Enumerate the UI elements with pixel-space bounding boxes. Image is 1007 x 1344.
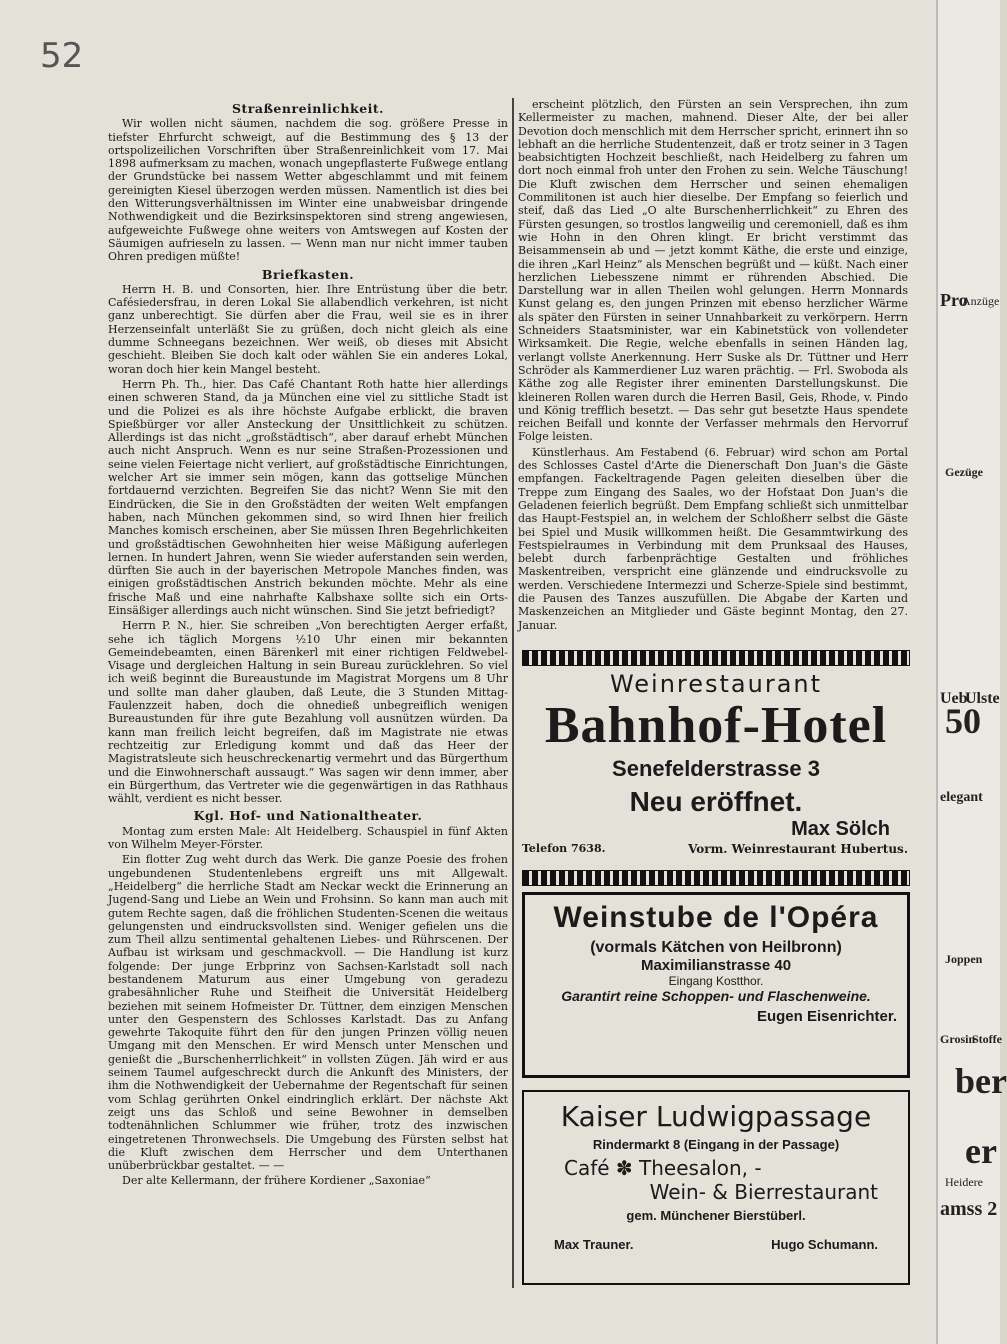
- ornament-border: [522, 650, 910, 666]
- edge-fragment: Ulste: [965, 690, 1000, 707]
- ad-hotel-name: Bahnhof-Hotel: [544, 697, 888, 754]
- ad-kaiser-person1: Max Trauner.: [554, 1237, 634, 1252]
- heading-nationaltheater: Kgl. Hof- und Nationaltheater.: [193, 808, 423, 824]
- ad-hotel-owner: Max Sölch: [791, 818, 890, 840]
- edge-fragment: Pro: [940, 290, 968, 310]
- paragraph: Ein flotter Zug weht durch das Werk. Die ganze Poesie des frohen ungebundenen Studentenlebens ergreift uns mit Allgewalt. „Heidelberg“ die herrliche Stadt am Neckar weckt die Erinnerung an Jugend-Sang und Liebe an Wein und Frohsinn. So kann man auch mit gutem Rechte sagen, daß die fröhlichen Studenten-Scenen die weitaus gelungensten und eindrucksvollsten sind. Weniger gefielen uns die zum Theil allzu sentimental gehaltenen Liebes- und Rührscenen. Der Aufbau ist wirksam und geschmackvoll. — Die Handlung ist kurz folgende: Der junge Erbprinz von Sachsen-Karlstadt soll nach bestandenem Maturum aus einer Umgebung von geradezu grabesähnlicher Ruhe und Steifheit die Universität Heidelberg beziehen mit seinem Hofmeister Dr. Tüttner, dem einzigen Menschen unter den Gespenstern des Schlosses Karlstadt. Das zu Anfang gewehrte Takoquite führt den für den jungen Prinzen völlig neuen Umgang mit den Menschen. Er wird Mensch unter Menschen und genießt die „Burschenherrlichkeit“ in vollsten Zügen. Jäh wird er aus seinem Taumel aufgeschreckt durch die Ankunft des Ministers, der ihm die Nothwendigkeit der Uebernahme der Regentschaft für seinen vom Schlag gerührten Onkel eindringlich erklärt. Der nächste Akt zeigt uns das Schloß und seine Bewohner in demselben todtenähnlichen Schlummer wie früher, trotz des inzwischen eingetretenen Thronwechsels. Die Umgebung des Fürsten selbst hat die Kluft zwischen dem Herrscher und dem Unterthanen unüberbrückbar gestaltet. — —: [108, 853, 508, 1173]
- paragraph: Herrn Ph. Th., hier. Das Café Chantant Roth hatte hier allerdings einen schweren Stand, da ja München eine viel zu sittliche Stadt ist und die Polizei es als ihre höchste Aufgabe erblickt, die braven Spießbürger vor aller Ansteckung der Unsittlichkeit zu schützen. Allerdings ist das nicht „großstädtisch“, aber darauf erhebt München auch nicht Anspruch. Wenn es nur seine Straßen-Prozessionen und seine vielen Feiertage nicht verliert, auf großstädtische Einrichtungen, welcher Art sie immer sein mögen, kann das gottselige München fortdauernd verzichten. Begreifen Sie das nicht? Wenn Sie mit den Eindrücken, die Sie in den Großstädten der weiten Welt empfangen haben, nach München gekommen sind, so wird Ihnen hier freilich Manches komisch erscheinen, aber Sie müssen Ihren Begehrlichkeiten und großstädtischen Gewohnheiten hier weise Mäßigung auferlegen lernen. In hundert Jahren, wenn Sie wieder auferstanden sein werden, dürften Sie auch in der bayerischen Metropole Manches finden, was einigen großstädtischen Anstrich bekunden möchte. Mehr als eine frische Maß und eine nahrhafte Kalbshaxe sollte sich ein Orts-Einsäßiger allerdings auch nicht wünschen. Sind Sie jetzt befriedigt?: [108, 377, 508, 617]
- paragraph: Der alte Kellermann, der frühere Kordiener „Saxoniae“: [122, 1174, 431, 1188]
- ad-weinstube-name: Weinstube de l'Opéra: [553, 901, 879, 934]
- edge-fragment: Joppen: [945, 952, 983, 966]
- ad-kaiser-wine: Wein- & Bierrestaurant: [649, 1180, 878, 1204]
- ad-kaiser-cafe: Café ✽ Theesalon, ‑: [564, 1156, 762, 1180]
- edge-fragment: Heidere: [945, 1175, 983, 1189]
- heading-strassenreinlichkeit: Straßenreinlichkeit.: [231, 101, 385, 116]
- ad-hotel-line1: Weinrestaurant: [609, 670, 823, 698]
- ad-hotel-formerly: Vorm. Weinrestaurant Hubertus.: [688, 842, 908, 856]
- column-rule: [512, 98, 514, 1288]
- ad-bahnhof-hotel: [522, 650, 910, 865]
- heading-briefkasten: Briefkasten.: [261, 266, 355, 282]
- ad-weinstube-formerly: (vormals Kätchen von Heilbronn): [590, 939, 842, 956]
- edge-fragment: ber: [955, 1061, 1007, 1101]
- edge-fragment: Anzüge: [962, 294, 1000, 308]
- edge-fragment: Ueb: [940, 690, 968, 707]
- edge-fragment: Stoffe: [972, 1032, 1002, 1046]
- ad-kaiser-box: [522, 1090, 910, 1285]
- ad-kaiser-address: Rindermarkt 8 (Eingang in der Passage): [592, 1137, 840, 1152]
- ad-weinstube-entrance: Eingang Kostthor.: [668, 974, 764, 988]
- ad-kaiser-person2: Hugo Schumann.: [771, 1237, 878, 1252]
- ad-kaiser-people: [534, 1237, 898, 1252]
- edge-fragment: Grosin: [940, 1032, 976, 1046]
- ad-weinstube-box: [522, 892, 910, 1078]
- ad-hotel-telephone: Telefon 7638.: [522, 842, 606, 855]
- paragraph: erscheint plötzlich, den Fürsten an sein Versprechen, ihn zum Kellermeister zu machen, mahnend. Dieser Alte, der bei aller Devotion doch menschlich mit dem Herrscher spricht, erinnert ihn so lebhaft an die herrliche Studentenzeit, daß er trotz seiner in 3 Tagen beabsichtigten Hochzeit beschließt, nach Heidelberg zu fahren um dort noch einmal froh unter den Frohen zu sein. Welche Täuschung! Die Kluft zwischen dem Herrscher und seinen ehemaligen Commilitonen ist auch hier dieselbe. Der Empfang so feierlich und steif, daß das Lied „O alte Burschenherrlichkeit“ zu Ehren des Fürsten gesungen, so trostlos langweilig und ceremoniell, daß es ihm wie Hohn in den Ohren klingt. Er bricht verstimmt das Beisammensein ab und — jetzt kommt Käthe, die erste und einzige, die ihren „Karl Heinz“ als Menschen begrüßt und — küßt. Nach einer herzlichen Liebesszene nimmt er rührenden Abschied. Die Darstellung war in allen Theilen wohl gelungen. Herrn Monnards Kunst gelang es, den jungen Prinzen mit ebenso herzlicher Wärme als später den Fürsten in seiner Unnahbarkeit zu verkörpern. Herrn Schneiders Staatsminister, war ein Kabinetstück von vollendeter Wirksamkeit. Die Regie, welche ebenfalls in seinen Händen lag, verlangt vollste Anerkennung. Herr Suske als Dr. Tüttner und Herr Schröder als Kammerdiener Luz waren prächtig. — Frl. Swoboda als Käthe zog alle Register ihrer eminenten Darstellungskunst. Die kleineren Rollen waren durch die Herren Basil, Geis, Rhode, v. Pindo und König trefflich besetzt. — Das sehr gut besetzte Haus spendete reichen Beifall und konnte der Verfasser mehrmals den Hervorruf Folge leisten.: [518, 98, 908, 444]
- ad-kaiser-ludwigpassage: [522, 1090, 910, 1285]
- ad-hotel-address: Senefelderstrasse 3: [612, 756, 820, 781]
- ad-kaiser-name: Kaiser Ludwigpassage: [560, 1100, 872, 1133]
- ad-weinstube: [522, 870, 910, 1080]
- edge-fragment: Gezüge: [945, 465, 983, 479]
- paragraph: Herrn P. N., hier. Sie schreiben „Von berechtigten Aerger erfaßt, sehe ich täglich Morgens ½10 Uhr einen mir bekannten Gemeindebeamten, einen Bärenkerl mit einer richtigen Feldwebel-Visage und dergleichen Haltung in sein Bureau zurücklehren. So viel ich weiß beginnt die Bureaustunde im Magistrat Morgens um 8 Uhr und sollte man daher glauben, daß Leute, die 3 Stunden Mittag-Faulenzzeit haben, doch die ohnedieß unbegreiflich wenigen Bureaustunden für ihre gute Bezahlung voll ausnützen würden. Da kann man freilich leicht begreifen, daß im Magistrate nie etwas rechtzeitig zur Erledigung kommt und daß das Heer der Magistratsleute sich heuschreckenartig vermehrt und das Bürgerthum und die Einwohnerschaft aussaugt.“ Was sagen wir denn immer, aber ein Bürgerthum, das Vertreter wie die gegenwärtigen in das Rathhaus wählt, verdient es nicht besser.: [108, 619, 508, 806]
- ad-weinstube-slogan: Garantirt reine Schoppen- und Flaschenweine.: [561, 988, 871, 1004]
- paragraph: Wir wollen nicht säumen, nachdem die sog. größere Presse in tiefster Ehrfurcht schweigt, auf die Bestimmung des § 13 der ortspolizeilichen Vorschriften über Straßenreinlichkeit vom 17. Mai 1898 aufmerksam zu machen, wonach ungepflasterte Fußwege entlang der Grundstücke bei nassem Wetter abgeschlammt und mit feinem gereinigten Kiesel überzogen werden müssen. Namentlich ist dies bei den Witterungsverhältnissen im Winter eine unabweisbar dringende Nothwendigkeit und die Bezirksinspektoren sind streng angewiesen, aufgeweichte Fußwege ohne weiters von Amtswegen auf Kosten der Säumigen aufrieseln zu lassen. — Wenn man nur nicht immer tauben Ohren predigen müßte!: [108, 117, 508, 264]
- ad-kaiser-stuberl: gem. Münchener Bierstüberl.: [626, 1208, 806, 1223]
- edge-fragment: elegant: [940, 790, 983, 805]
- ad-hotel-opened: Neu eröffnet.: [629, 786, 803, 817]
- ad-weinstube-address: Maximilianstrasse 40: [640, 957, 792, 974]
- paragraph: Montag zum ersten Male: Alt Heidelberg. Schauspiel in fünf Akten von Wilhelm Meyer-Förster.: [108, 824, 508, 852]
- edge-fragment: 50: [945, 701, 981, 741]
- edge-fragment: er: [965, 1131, 997, 1171]
- page-number: 52: [40, 36, 84, 76]
- paragraph: Künstlerhaus. Am Festabend (6. Februar) wird schon am Portal des Schlosses Castel d'Arte die Dienerschaft Don Juan's die Gäste empfangen. Fackeltragende Pagen geleiten dieselben über die Treppe zum Eingang des Saales, wo der Hofstaat Don Juan's die Geladenen feierlich begrüßt. Dem Empfang schließt sich unmittelbar das Haupt-Festspiel an, in welchem der Schloßherr selbst die Gäste bei Spiel und Musik willkommen heißt. Die Gesammtwirkung des Festspielraumes in Verbindung mit dem Prunksaal des Hauses, belebt durch farbenprächtige Gestalten und fröhliches Maskentreiben, verspricht eine glänzende und eindrucksvolle zu werden. Verschiedene Intermezzi und Scherze-Spiele sind bestimmt, die Pausen des Tanzes auszufüllen. Die Abgabe der Karten und Maskenzeichen an Mitglieder und Gäste beginnt Montag, den 27. Januar.: [518, 445, 908, 632]
- left-column: [108, 98, 508, 1190]
- ad-weinstube-owner: Eugen Eisenrichter.: [756, 1008, 897, 1025]
- ornament-border: [522, 870, 910, 886]
- right-column: [518, 98, 908, 634]
- edge-fragment: amss 2: [940, 1198, 998, 1220]
- paragraph: Herrn H. B. und Consorten, hier. Ihre Entrüstung über die betr. Cafésiedersfrau, in deren Lokal Sie allabendlich verkehren, ist nicht ganz unberechtigt. Sie dürfen aber die Frau, weil sie es in ihrer Herzenseinfalt unterläßt Sie zu grüßen, doch nicht gleich als eine dumme Schneegans bezeichnen. Wer weiß, ob dieses mit Absicht geschieht. Bleiben Sie doch kalt oder wählen Sie ein anderes Lokal, woran doch hier kein Mangel besteht.: [108, 282, 508, 376]
